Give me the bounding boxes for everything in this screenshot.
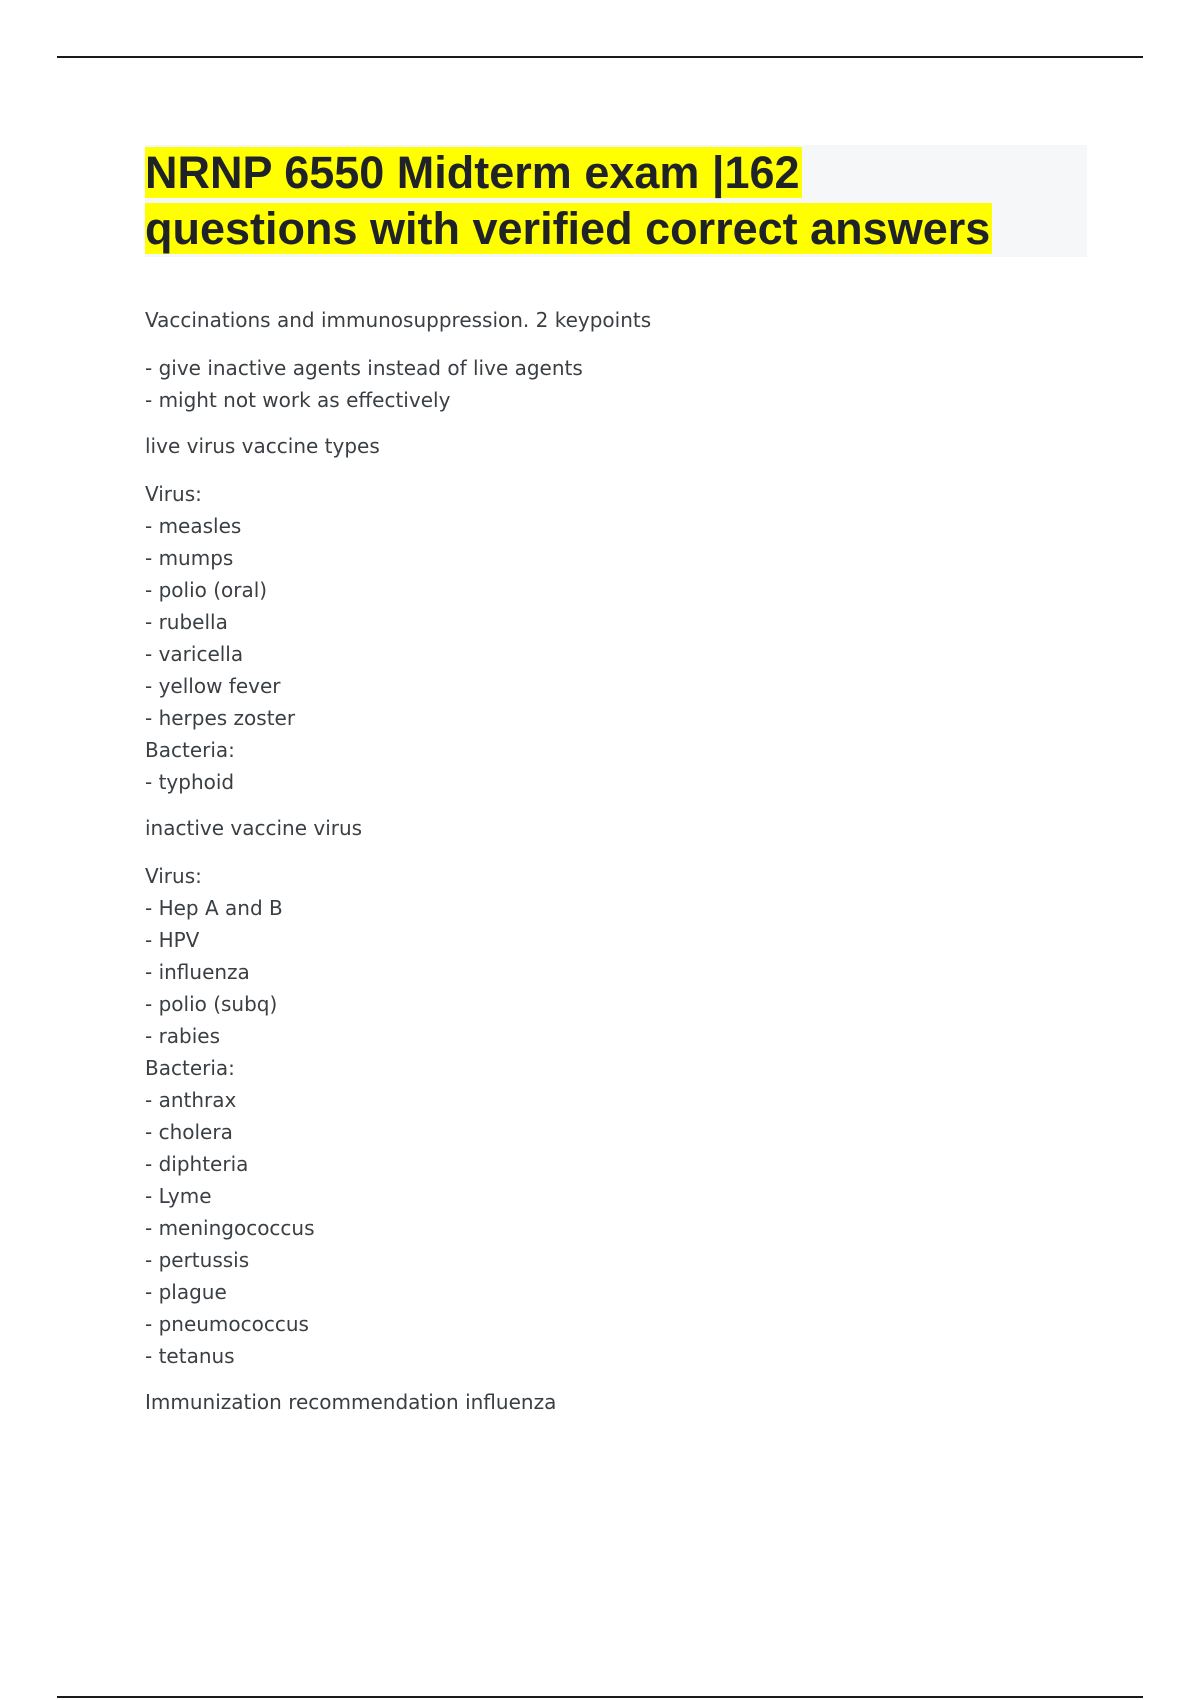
question-text: Vaccinations and immunosuppression. 2 keypoints <box>145 308 652 332</box>
question <box>145 812 1085 844</box>
document-title <box>145 145 1087 257</box>
question <box>145 430 1085 462</box>
answer-line: - typhoid <box>145 770 235 794</box>
answer-line: - polio (subq) <box>145 992 278 1016</box>
answer-line: - plague <box>145 1280 227 1304</box>
answer-line: - HPV <box>145 928 200 952</box>
answer-line: - cholera <box>145 1120 233 1144</box>
answer-line: Virus: <box>145 482 202 506</box>
answer-line: Bacteria: <box>145 1056 235 1080</box>
answer-line: - meningococcus <box>145 1216 315 1240</box>
flashcard-list <box>145 304 1085 1434</box>
question-text: live virus vaccine types <box>145 434 380 458</box>
answer-line: - pneumococcus <box>145 1312 309 1336</box>
answer-line: - anthrax <box>145 1088 237 1112</box>
answer-line: - Lyme <box>145 1184 212 1208</box>
question-text: inactive vaccine virus <box>145 816 363 840</box>
answer-line: - diphteria <box>145 1152 249 1176</box>
title-line-1: NRNP 6550 Midterm exam |162 <box>145 147 800 198</box>
answer-line: - rabies <box>145 1024 221 1048</box>
answer-line: Bacteria: <box>145 738 235 762</box>
answer-line: - Hep A and B <box>145 896 283 920</box>
answer-line: - pertussis <box>145 1248 250 1272</box>
question <box>145 1386 1085 1418</box>
answer <box>145 478 1085 798</box>
answer-line: Virus: <box>145 864 202 888</box>
bottom-rule <box>57 1696 1143 1698</box>
question-text: Immunization recommendation influenza <box>145 1390 557 1414</box>
title-box <box>145 145 1087 257</box>
answer-line: - yellow fever <box>145 674 281 698</box>
answer-line: - influenza <box>145 960 250 984</box>
answer-line: - tetanus <box>145 1344 235 1368</box>
answer-line: - mumps <box>145 546 234 570</box>
answer-line: - rubella <box>145 610 228 634</box>
answer-line: - varicella <box>145 642 244 666</box>
top-rule <box>57 56 1143 58</box>
answer-line: - measles <box>145 514 242 538</box>
answer-line: - might not work as effectively <box>145 388 451 412</box>
answer-line: - herpes zoster <box>145 706 296 730</box>
answer <box>145 352 1085 416</box>
answer-line: - give inactive agents instead of live agents <box>145 356 583 380</box>
answer-line: - polio (oral) <box>145 578 268 602</box>
title-line-2: questions with verified correct answers <box>145 203 991 254</box>
question <box>145 304 1085 336</box>
answer <box>145 860 1085 1372</box>
